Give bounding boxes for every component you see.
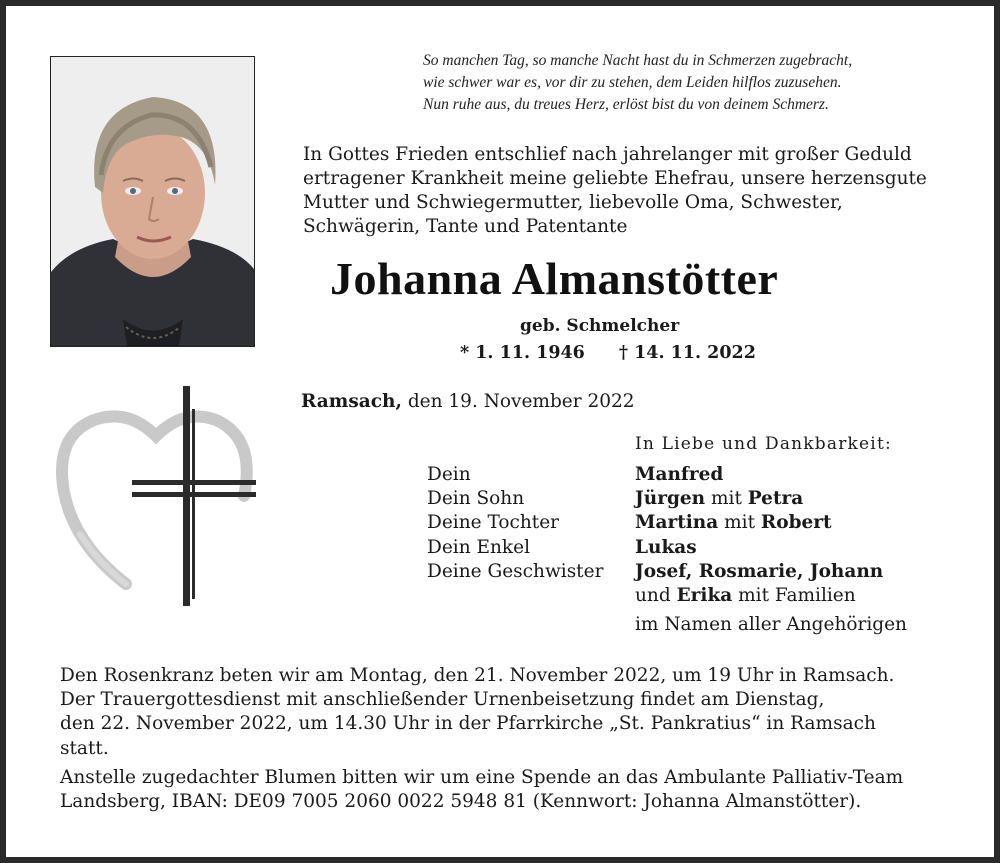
- poem-line: So manchen Tag, so manche Nacht hast du in Schmerzen zugebracht,: [423, 52, 853, 69]
- poem-line: Nun ruhe aus, du treues Herz, erlöst bist du von deinem Schmerz.: [423, 96, 829, 113]
- donation-line: Landsberg, IBAN: DE09 7005 2060 0022 5948 81 (Kennwort: Johanna Almanstötter).: [60, 791, 862, 813]
- intro-line: Schwägerin, Tante und Patentante: [303, 216, 628, 237]
- place-name: Ramsach,: [301, 391, 402, 412]
- mourner-row: [635, 560, 883, 584]
- mourner-row: [635, 463, 883, 487]
- intro-line: ertragener Krankheit meine geliebte Ehefrau, unsere herzensgute: [303, 168, 927, 189]
- mourner-name: Martina: [635, 512, 719, 534]
- portrait-illustration: [51, 57, 254, 346]
- mourner-row: [635, 536, 883, 560]
- intro-line: In Gottes Frieden entschlief nach jahrelanger mit großer Geduld: [303, 144, 912, 165]
- mourner-names: [635, 463, 883, 608]
- mourner-name: Lukas: [635, 536, 697, 558]
- maiden-name: geb. Schmelcher: [520, 316, 680, 336]
- relation-label: Dein Sohn: [427, 488, 525, 510]
- death-date: † 14. 11. 2022: [618, 343, 756, 363]
- deceased-name: Johanna Almanstötter: [330, 253, 779, 304]
- cross-heart-icon: [56, 384, 260, 634]
- poem-line: wie schwer war es, vor dir zu stehen, dem Leiden hilflos zuzusehen.: [423, 74, 842, 91]
- relation-label: Dein: [427, 464, 471, 485]
- mourner-name: Jürgen: [635, 488, 706, 510]
- relation-label: Dein Enkel: [427, 536, 530, 558]
- service-line: Den Rosenkranz beten wir am Montag, den 21. November 2022, um 19 Uhr in Ramsach.: [60, 665, 895, 686]
- mourner-post: mit Familien: [732, 584, 856, 606]
- service-line: statt.: [60, 737, 109, 759]
- life-dates: [460, 343, 756, 363]
- intro-text: [303, 143, 963, 239]
- notice-date: den 19. November 2022: [407, 391, 635, 412]
- service-info: [60, 664, 960, 814]
- place-date: [301, 391, 635, 412]
- mourner-row: [635, 584, 883, 608]
- mourner-conj: mit: [718, 512, 761, 534]
- mourner-name: Manfred: [635, 464, 724, 485]
- birth-date: * 1. 11. 1946: [460, 343, 585, 363]
- relations-column: [427, 463, 603, 584]
- donation-line: Anstelle zugedachter Blumen bitten wir um eine Spende an das Ambulante Palliativ-Team: [60, 766, 904, 788]
- relation-label: Deine Geschwister: [427, 560, 604, 582]
- intro-line: Mutter und Schwiegermutter, liebevolle Oma, Schwester,: [303, 192, 843, 213]
- mourner-row: [635, 487, 883, 511]
- poem: [423, 50, 983, 116]
- service-line: Der Trauergottesdienst mit anschließender Urnenbeisetzung findet am Dienstag,: [60, 689, 825, 711]
- mourner-partner: Robert: [760, 512, 832, 534]
- service-line: den 22. November 2022, um 14.30 Uhr in der Pfarrkirche „St. Pankratius“ in Ramsach: [60, 713, 876, 735]
- mourner-pre: und: [635, 584, 677, 606]
- mourners-closing: im Namen aller Angehörigen: [635, 614, 907, 635]
- mourner-name: Josef, Rosmarie, Johann: [635, 560, 884, 582]
- mourner-conj: mit: [705, 488, 748, 510]
- mourner-row: [635, 511, 883, 535]
- mourner-partner: Petra: [747, 488, 804, 510]
- relation-label: Deine Tochter: [427, 512, 559, 534]
- mourner-name: Erika: [676, 584, 733, 606]
- portrait-photo: [50, 56, 255, 347]
- mourners-heading: In Liebe und Dankbarkeit:: [635, 434, 892, 454]
